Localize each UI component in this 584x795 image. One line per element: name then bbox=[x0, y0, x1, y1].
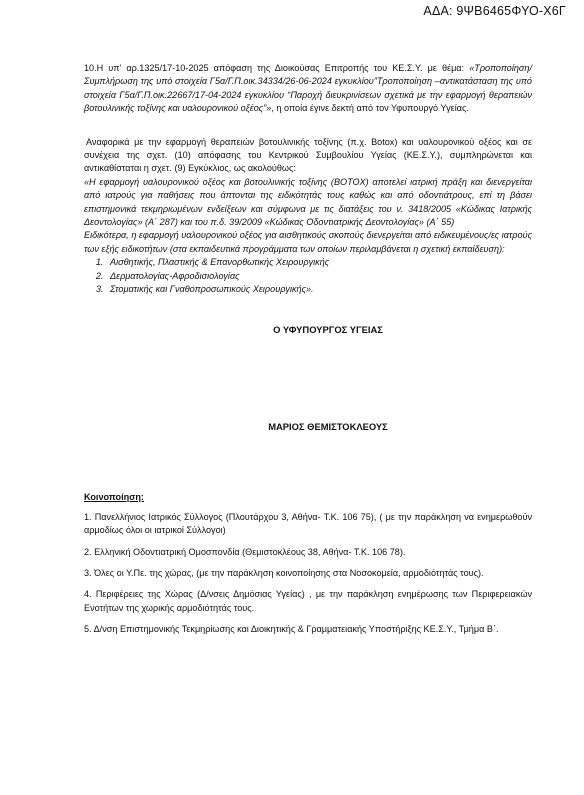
reference-acceptance: , η οποία έγινε δεκτή από τον Υφυπουργό Υγείας. bbox=[271, 103, 469, 114]
notification-list bbox=[84, 511, 532, 637]
intro-paragraph: Αναφορικά με την εφαρμογή θεραπειών βοτουλινικής τοξίνης (π.χ. Botox) και υαλουρονικού οξέος και σε συνέχεια της σχετ. (10) απόφασης του Κεντρικού Συμβουλίου Υγείας (ΚΕ.Σ.Υ.), συμπληρώνεται και αντικαθίσταται η σχετ. (9) Εγκύκλιος, ως ακολούθως: bbox=[84, 136, 532, 174]
list-item: 1. Αισθητικής, Πλαστικής & Επανορθωτικής Χειρουργικής bbox=[106, 256, 532, 269]
specific-paragraph: Ειδικότερα, η εφαρμογή υαλουρονικού οξέος για αισθητικούς σκοπούς διενεργείται από ειδικευμένους/ες ιατρούς των εξής ειδικοτήτων (στα εκπαιδευτικά προγράμματα των οποίων περιλαμβάνεται η σχετική εκπαίδευση): bbox=[84, 230, 532, 254]
reference-paragraph bbox=[84, 62, 532, 116]
list-item: 5. Δ/νση Επιστημονικής Τεκμηρίωσης και Διοικητικής & Γραμματειακής Υποστήριξης ΚΕ.Σ.Υ., Τμήμα Β΄. bbox=[84, 624, 499, 635]
list-item: 4. Περιφέρειες της Χώρας (Δ/νσεις Δημόσιας Υγείας) , με την παράκληση ενημέρωσης των Περιφερειακών Ενοτήτων της χωρικής αρμοδιότητάς τους. bbox=[84, 589, 532, 613]
list-item: 1. Πανελλήνιος Ιατρικός Σύλλογος (Πλουτάρχου 3, Αθήνα- Τ.Κ. 106 75), ( με την παράκληση να ενημερωθούν αρμοδίως όλοι οι ιατρικοί Σύλλογοι) bbox=[84, 511, 532, 536]
signatory-title: Ο ΥΦΥΠΟΥΡΓΟΣ ΥΓΕΙΑΣ bbox=[273, 323, 383, 335]
list-item: 3. Όλες οι Υ.Πε. της χώρας, (με την παράκληση κοινοποίησης στα Νοσοκομεία, αρμοδιότητάς τους). bbox=[84, 567, 484, 578]
list-item: 2. Ελληνική Οδοντιατρική Ομοσπονδία (Θεμιστοκλέους 38, Αθήνα- Τ.Κ. 106 78). bbox=[84, 546, 406, 557]
notification-heading: Κοινοποίηση: bbox=[84, 492, 144, 503]
list-item: 3. Στοματικής και Γναθοπροσωπικούς Χειρουργικής». bbox=[106, 283, 532, 296]
signatory-name: ΜΑΡΙΟΣ ΘΕΜΙΣΤΟΚΛΕΟΥΣ bbox=[268, 420, 388, 432]
list-item: 2. Δερματολογίας-Αφροδισιολογίας bbox=[106, 270, 532, 283]
document-body bbox=[84, 62, 532, 645]
specialties-list bbox=[84, 256, 532, 296]
quote-paragraph: «Η εφαρμογή υαλουρονικού οξέος και βοτουλινικής τοξίνης (BOTOX) αποτελεί ιατρική πράξη και διενεργείται από ιατρούς για παθήσεις που άπτονται της ειδικότητάς τους καθώς και από οδοντιάτρους, επί τη βάσει επιστημονικά τεκμηριωμένων ενδείξεων και σύμφωνα με τις διατάξεις του ν. 3418/2005 «Κώδικας Ιατρικής Δεοντολογίας» (Α΄ 287) και του π.δ. 39/2009 «Κώδικας Οδοντιατρικής Δεοντολογίας» (Α΄ 55) bbox=[84, 176, 532, 228]
reference-subject: «Τροποποίηση/Συμπλήρωση της υπό στοιχεία Γ5α/Γ.Π.οικ.34334/26-06-2024 εγκυκλίου”Τροποποίηση –αντικατάσταση της υπό στοιχεία Γ5α/Γ.Π.οικ.22667/17-04-2024 εγκυκλίου “Παροχή διευκρινίσεων σχετικά με την εφαρμογή θεραπειών βοτουλινικής τοξίνης και υαλουρονικού οξέος”» bbox=[84, 63, 532, 114]
reference-number-text: 10.Η υπ’ αρ.1325/17-10-2025 απόφαση της Διοικούσας Επιτροπής του ΚΕ.Σ.Υ. με θέμα: bbox=[84, 63, 465, 73]
ada-code: ΑΔΑ: 9ΨΒ6465ΦΥΟ-Χ6Γ bbox=[423, 4, 566, 18]
